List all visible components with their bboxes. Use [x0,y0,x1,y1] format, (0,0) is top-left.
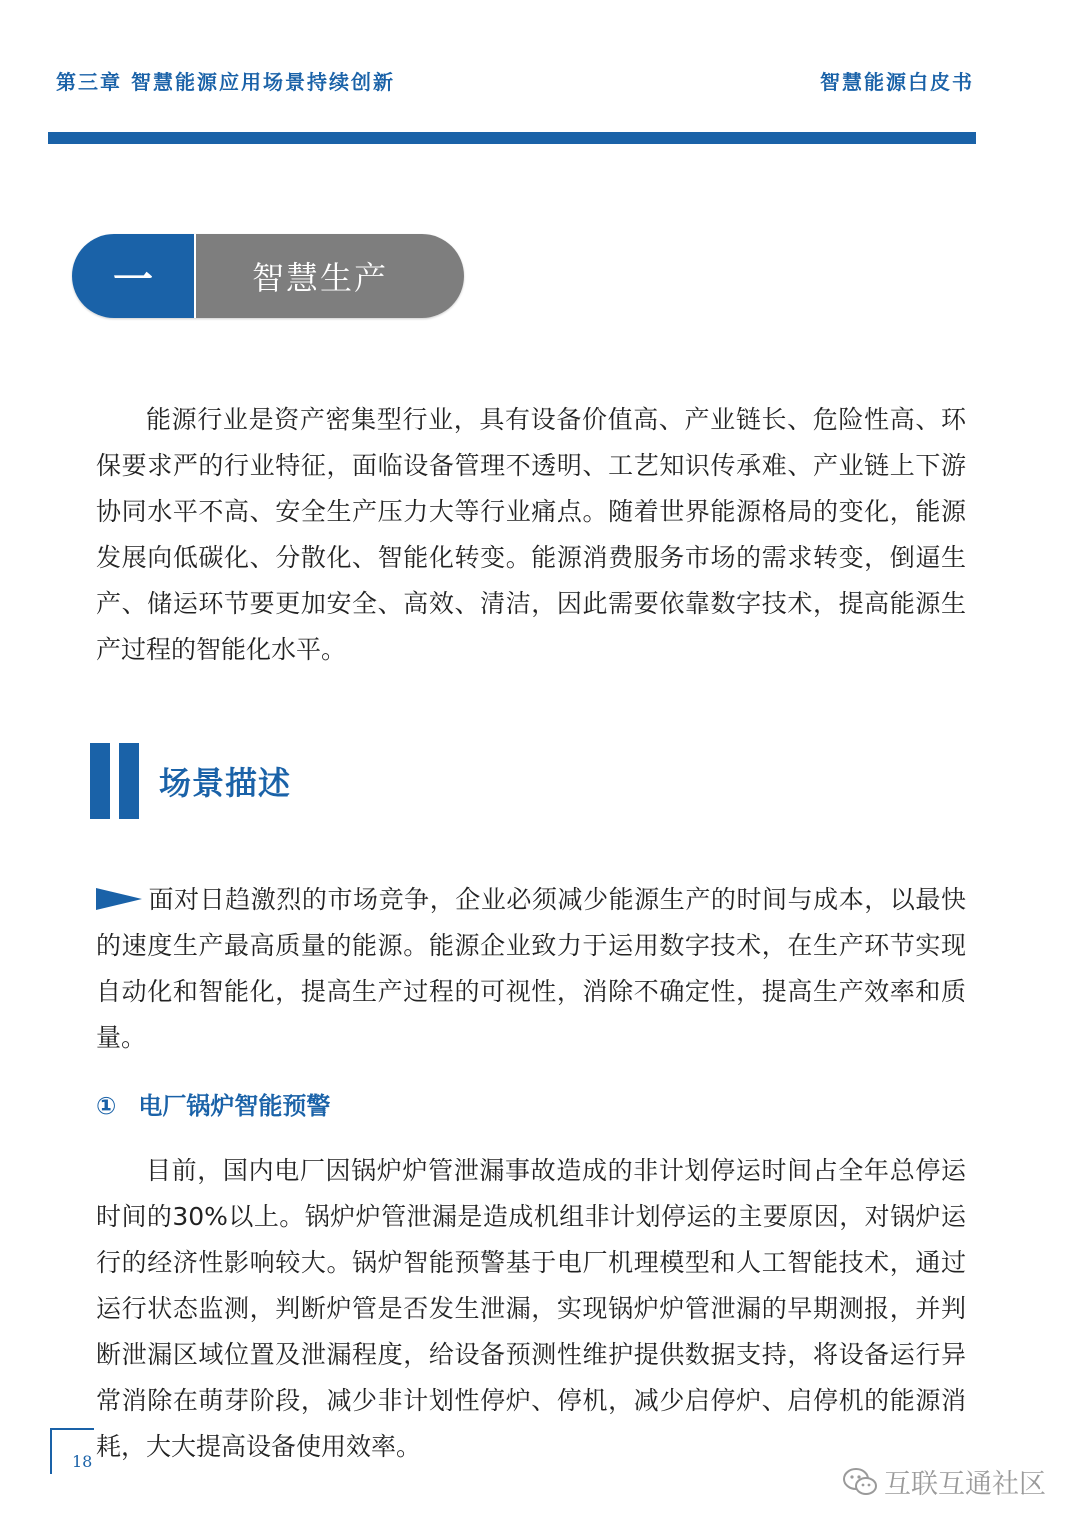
item-title: 电厂锅炉智能预警 [138,1092,331,1120]
item-paragraph: 目前，国内电厂因锅炉炉管泄漏事故造成的非计划停运时间占全年总停运时间的30%以上。锅炉炉管泄漏是造成机组非计划停运的主要原因，对锅炉运行的经济性影响较大。锅炉智能预警基于电厂机理模型和人工智能技术，通过运行状态监测，判断炉管是否发生泄漏，实现锅炉炉管泄漏的早期测报，并判断泄漏区域位置及泄漏程度，给设备预测性维护提供数据支持，将设备运行异常消除在萌芽阶段，减少非计划性停炉、停机，减少启停炉、启停机的能源消耗，大大提高设备使用效率。 [96,1156,966,1461]
chapter-header: 第三章 智慧能源应用场景持续创新 [56,70,395,94]
subsection-heading [90,743,291,819]
arrow-bullet-icon [96,888,142,910]
intro-paragraph: 能源行业是资产密集型行业，具有设备价值高、产业链长、危险性高、环保要求严的行业特征，面临设备管理不透明、工艺知识传承难、产业链上下游协同水平不高、安全生产压力大等行业痛点。随着世界能源格局的变化，能源发展向低碳化、分散化、智能化转变。能源消费服务市场的需求转变，倒逼生产、储运环节要更加安全、高效、清洁，因此需要依靠数字技术，提高能源生产过程的智能化水平。 [96,405,966,664]
header-divider [48,132,976,144]
wechat-icon [842,1466,878,1498]
scenario-paragraph [96,877,966,1061]
item-number: ① [96,1092,117,1120]
heading-bars-icon [90,743,139,819]
section-banner [72,234,464,318]
document-title-header: 智慧能源白皮书 [820,70,974,94]
watermark-text: 互联互通社区 [884,1469,1046,1500]
page-number: 18 [72,1452,93,1471]
subsection-title: 场景描述 [159,764,292,802]
watermark [842,1462,1046,1501]
scenario-text: 面对日趋激烈的市场竞争，企业必须减少能源生产的时间与成本，以最快的速度生产最高质量的能源。能源企业致力于运用数字技术，在生产环节实现自动化和智能化，提高生产过程的可视性，消除不确定性，提高生产效率和质量。 [96,885,966,1052]
section-number: 一 [72,234,196,318]
section-title: 智慧生产 [196,234,464,318]
item-heading [96,1086,330,1121]
